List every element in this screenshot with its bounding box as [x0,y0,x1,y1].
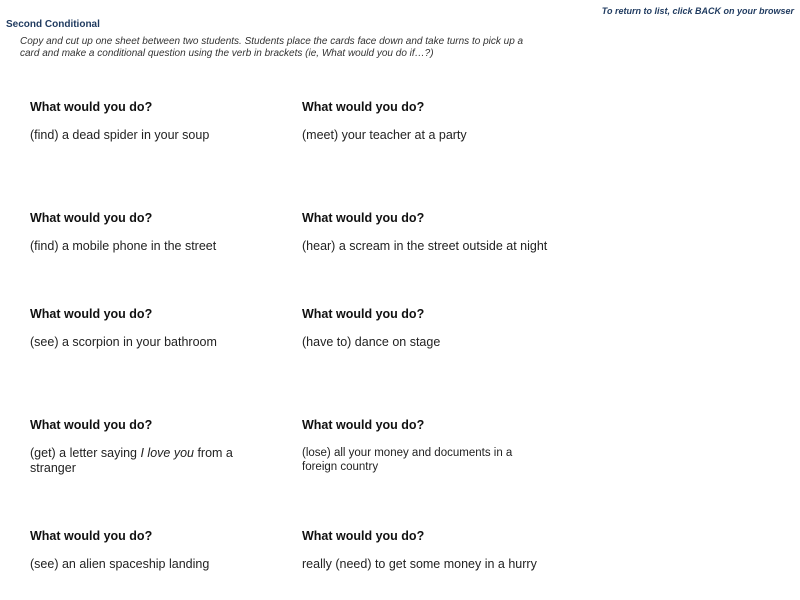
question-label: What would you do? [302,529,425,543]
card-prompt: (lose) all your money and documents in a foreign country [302,447,513,473]
card-prompt: (have to) dance on stage [302,335,441,349]
prompt-italic: I love you [140,446,194,460]
card [302,211,592,254]
question-label: What would you do? [30,211,153,225]
card [30,307,290,350]
card-prompt [30,446,245,476]
question-label: What would you do? [302,100,425,114]
question-label: What would you do? [302,211,425,225]
prompt-text: (get) a letter saying [30,446,141,460]
card [302,529,592,572]
card-prompt: (see) an alien spaceship landing [30,557,210,571]
card [302,418,527,474]
card [302,307,562,350]
question-label: What would you do? [302,418,425,432]
card-prompt: (see) a scorpion in your bathroom [30,335,217,349]
card-prompt: (hear) a scream in the street outside at night [302,239,548,253]
card [30,100,290,143]
question-label: What would you do? [30,529,153,543]
card-prompt: really (need) to get some money in a hurry [302,557,537,571]
card [30,529,290,572]
intro-text: Copy and cut up one sheet between two students. Students place the cards face down and take turns to pick up a card and make a conditional question using the verb in brackets (ie, What would you do if…?) [20,36,524,59]
back-instruction: To return to list, click BACK on your browser [601,6,794,16]
question-label: What would you do? [302,307,425,321]
card-prompt: (meet) your teacher at a party [302,128,467,142]
card-prompt: (find) a mobile phone in the street [30,239,217,253]
question-label: What would you do? [30,100,153,114]
card [30,211,290,254]
page-title: Second Conditional [6,19,100,30]
card [302,100,562,143]
question-label: What would you do? [30,307,153,321]
card-prompt: (find) a dead spider in your soup [30,128,210,142]
card [30,418,245,476]
prompt-text: from a stranger [30,446,233,475]
question-label: What would you do? [30,418,153,432]
